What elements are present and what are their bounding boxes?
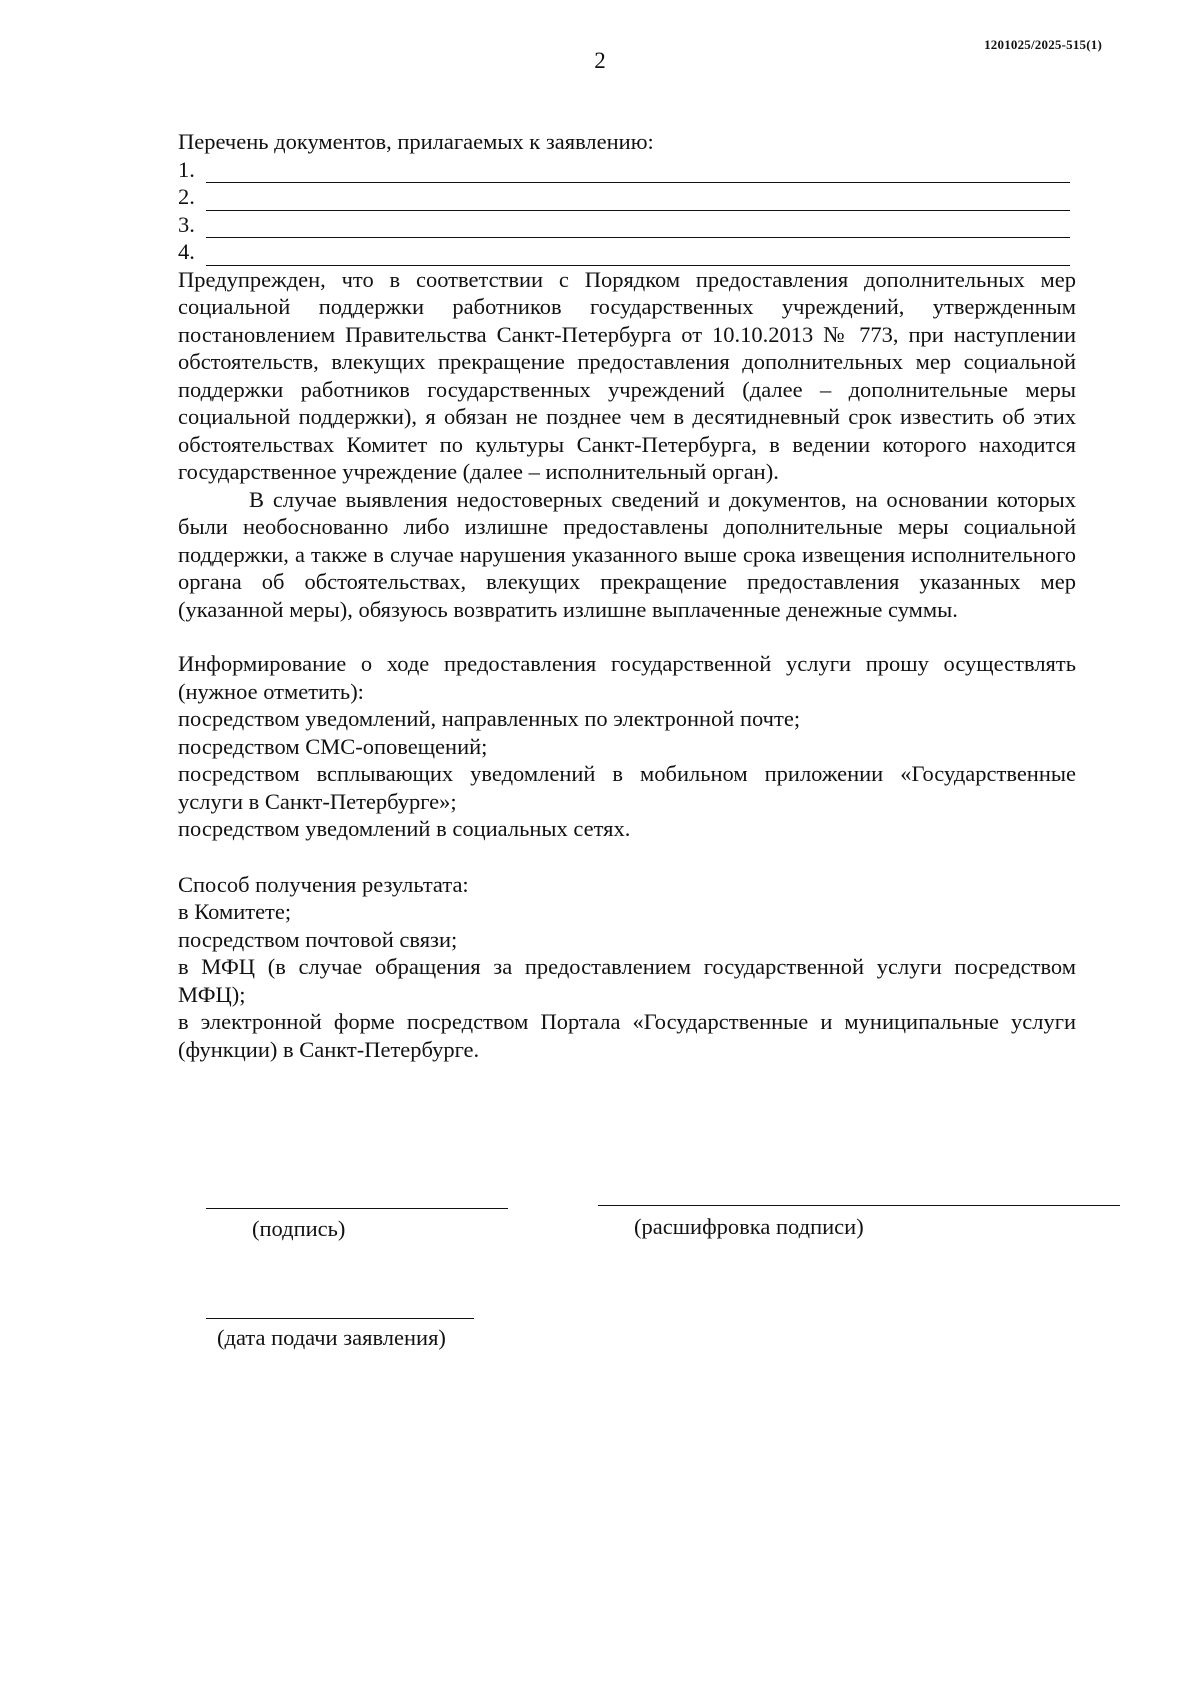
informing-option-sms: посредством СМС-оповещений; — [178, 733, 488, 759]
signature-decryption-caption: (расшифровка подписи) — [634, 1214, 864, 1239]
result-option-portal: в электронной форме посредством Портала «Государственные и муниципальные услуги (функции) в Санкт-Петербурге. — [178, 1009, 1076, 1062]
informing-option-social: посредством уведомлений в социальных сетях. — [178, 816, 631, 841]
informing-intro: Информирование о ходе предоставления государственной услуги прошу осуществлять (нужное отметить): — [178, 651, 1076, 704]
date-line — [206, 1318, 474, 1319]
result-intro: Способ получения результата: — [178, 871, 469, 897]
document-list-item — [178, 183, 1076, 211]
list-item-number: 3. — [178, 211, 195, 237]
warning-paragraph: Предупрежден, что в соответствии с Порядком предоставления дополнительных мер социальной поддержки работников государственных учреждений, утвержденным постановлением Правительства Санкт-Петербурга от 10.10.2013 № 773, при наступлении обстоятельств, влекущих прекращение предоставления дополнительных мер социальной поддержки работников государственных учреждений (далее – дополнительные меры социальной поддержки), я обязан не позднее чем в десятидневный срок известить об этих обстоятельствах Комитет по культуры Санкт-Петербурга, в ведении которого находится государственное учреждение (далее – исполнительный орган). — [178, 266, 1076, 484]
signature-line — [206, 1208, 508, 1209]
blank-fill-line — [206, 245, 1070, 266]
signature-decryption-line — [598, 1205, 1120, 1206]
document-body — [178, 128, 1076, 1063]
blank-fill-line — [206, 217, 1070, 238]
informing-option-email: посредством уведомлений, направленных по электронной почте; — [178, 706, 801, 731]
blank-fill-line — [206, 162, 1070, 183]
date-caption: (дата подачи заявления) — [217, 1325, 446, 1350]
blank-fill-line — [206, 190, 1070, 211]
list-item-number: 2. — [178, 184, 195, 209]
obligation-paragraph: В случае выявления недостоверных сведений и документов, на основании которых были необоснованно либо излишне предоставлены дополнительные меры социальной поддержки, а также в случае нарушения указанного выше срока извещения исполнительного органа об обстоятельствах, влекущих прекращение предоставления указанных мер (указанной меры), обязуюсь возвратить излишне выплаченные денежные суммы. — [178, 486, 1076, 622]
result-option-post: посредством почтовой связи; — [178, 926, 458, 952]
result-option-mfc: в МФЦ (в случае обращения за предоставлением государственной услуги посредством МФЦ); — [178, 954, 1076, 1007]
page-number: 2 — [594, 48, 606, 73]
signature-caption: (подпись) — [252, 1216, 346, 1241]
document-id: 1201025/2025-515(1) — [984, 37, 1102, 52]
document-list-item — [178, 156, 1076, 184]
documents-list-title: Перечень документов, прилагаемых к заявлению: — [178, 129, 654, 154]
informing-option-app: посредством всплывающих уведомлений в мобильном приложении «Государственные услуги в Санкт-Петербурге»; — [178, 761, 1076, 814]
list-item-number: 1. — [178, 156, 195, 182]
document-list-item — [178, 238, 1076, 266]
result-option-committee: в Комитете; — [178, 899, 292, 924]
document-list-item — [178, 211, 1076, 239]
list-item-number: 4. — [178, 239, 195, 264]
